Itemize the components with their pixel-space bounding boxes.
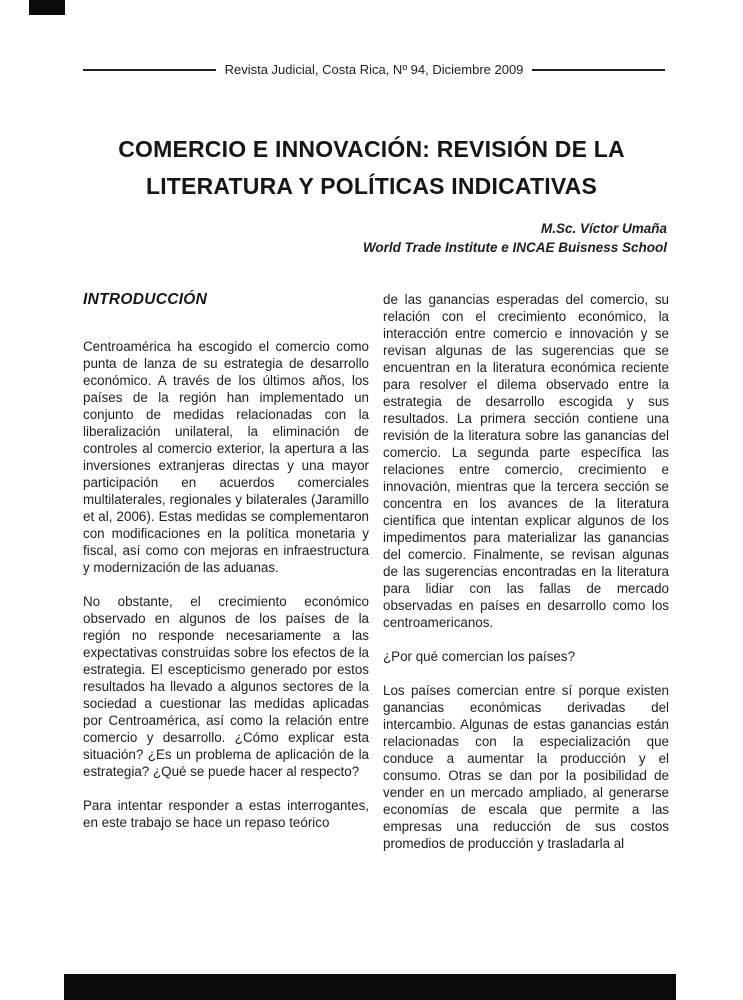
article-body [83, 291, 669, 852]
left-column [83, 291, 369, 852]
right-column [383, 291, 669, 852]
running-head [83, 62, 665, 77]
subheading-why-countries-trade: ¿Por qué comercian los países? [383, 649, 576, 664]
right-column-paragraph: Los países comercian entre sí porque existen ganancias económicas derivadas del intercambio. Algunas de estas ganancias están relacionadas con la especialización que conduce a aumentar la producción y el consumo. Otras se dan por la posibilidad de vender en un mercado ampliado, al generarse economías de escala que permite a las empresas una reducción de sus costos promedios de producción y trasladarla al [383, 683, 669, 851]
left-column-paragraph: Centroamérica ha escogido el comercio como punta de lanza de su estrategia de desarrollo económico. A través de los últimos años, los países de la región han implementado un conjunto de medidas relacionadas con la liberalización unilateral, la eliminación de controles al comercio exterior, la apertura a las inversiones extranjeras directas y una mayor participación en acuerdos comerciales multilaterales, regionales y bilaterales (Jaramillo et al, 2006). Estas medidas se complementaron con modificaciones en la política monetaria y fiscal, así como con mejoras en infraestructura y modernización de las aduanas. [83, 339, 369, 575]
running-head-rule-right [532, 69, 665, 71]
left-column-paragraph: Para intentar responder a estas interrogantes, en este trabajo se hace un repaso teórico [83, 798, 369, 830]
left-column-paragraph: No obstante, el crecimiento económico observado en algunos de los países de la región no responde necesariamente a las expectativas construidas sobre los efectos de la estrategia. El escepticismo generado por estos resultados ha llevado a algunos sectores de la sociedad a cuestionar las medidas aplicadas por Centroamérica, así como la relación entre comercio y desarrollo. ¿Cómo explicar esta situación? ¿Es un problema de aplicación de la estrategia? ¿Qué se puede hacer al respecto? [83, 594, 369, 779]
running-head-rule-left [83, 69, 216, 71]
scan-artifact-top-left [29, 0, 65, 15]
article-title: COMERCIO E INNOVACIÓN: REVISIÓN DE LA LITERATURA Y POLÍTICAS INDICATIVAS [118, 136, 625, 200]
journal-citation: Revista Judicial, Costa Rica, Nº 94, Diciembre 2009 [224, 62, 524, 77]
author-block [363, 219, 667, 257]
author-affiliation: World Trade Institute e INCAE Buisness School [362, 240, 667, 255]
right-column-paragraph: de las ganancias esperadas del comercio, su relación con el crecimiento económico, la interacción entre comercio e innovación y se revisan algunas de las sugerencias que se encuentran en la literatura económica reciente para resolver el dilema observado entre la estrategia de desarrollo escogida y sus resultados. La primera sección contiene una revisión de la literatura sobre las ganancias del comercio. La segunda parte específica las relaciones entre comercio, crecimiento e innovación, mientras que la tercera sección se concentra en los avances de la literatura científica que intentan explicar algunos de los impedimentos para materializar las ganancias del comercio. Finalmente, se revisan algunas de las sugerencias encontradas en la literatura para lidiar con las fallas de mercado observadas en países en desarrollo como los centroamericanos. [383, 292, 669, 630]
section-heading-introduccion: INTRODUCCIÓN [83, 291, 208, 308]
author-name: M.Sc. Víctor Umaña [540, 221, 667, 236]
scan-artifact-bottom-bar [64, 974, 676, 1000]
